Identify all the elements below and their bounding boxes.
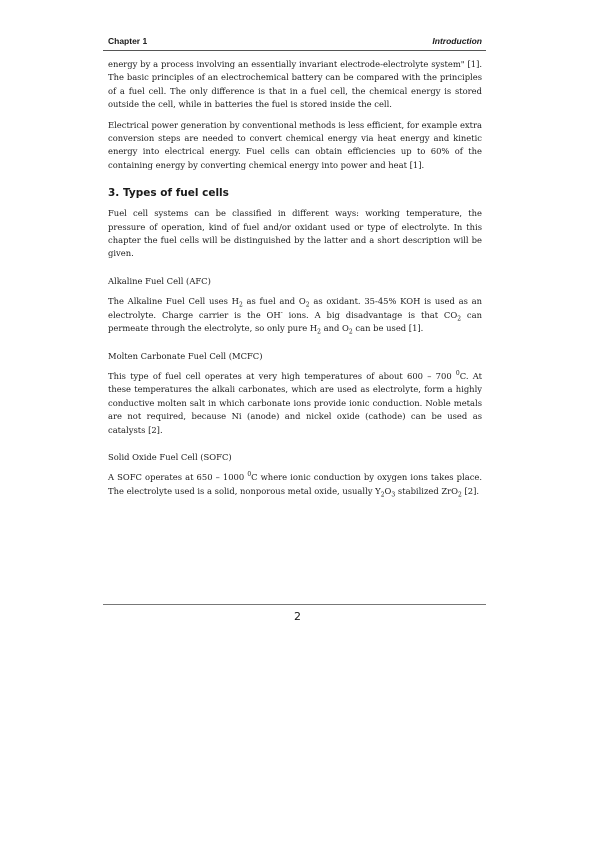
page-body — [108, 58, 482, 498]
section-label: Introduction — [432, 36, 482, 46]
header-divider — [103, 50, 486, 51]
afc-paragraph: The Alkaline Fuel Cell uses $H_2$ as fuel and $O_2$ as oxidant. 35-45% KOH is used as an electrolyte. Charge carrier is the OH- ions. A big disadvantage is that $CO_2$ can permeate through the electrolyte, so only pure $H_2$ and $O_2$ can be used [1]. — [108, 296, 483, 336]
running-header — [108, 36, 482, 50]
page-number: 2 — [294, 610, 301, 623]
chapter-label: Chapter 1 — [108, 36, 148, 46]
types-intro-paragraph: Fuel cell systems can be classified in different ways: working temperature, the pressure of operation, kind of fuel and/or oxidant used or type of electrolyte. In this chapter the fuel cells will be distinguished by the latter and a short description will be given. — [108, 208, 482, 259]
sofc-heading: Solid Oxide Fuel Cell (SOFC) — [108, 451, 232, 462]
section-heading: 3. Types of fuel cells — [108, 187, 229, 200]
intro-continuation-paragraph: energy by a process involving an essentially invariant electrode-electrolyte system" [1]. The basic principles of an electrochemical battery can be compared with the principles of a fuel cell. The only difference is that in a fuel cell, the chemical energy is stored outside the cell, while in batteries the fuel is stored inside the cell. — [108, 59, 482, 110]
afc-heading: Alkaline Fuel Cell (AFC) — [108, 275, 211, 286]
power-generation-paragraph: Electrical power generation by conventional methods is less efficient, for example extra conversion steps are needed to convert chemical energy via heat energy and kinetic energy into electrical energy. Fuel cells can obtain efficiencies up to 60% of the containing energy by converting chemical energy into power and heat [1]. — [108, 119, 482, 170]
footer-divider — [103, 604, 486, 605]
mcfc-heading: Molten Carbonate Fuel Cell (MCFC) — [108, 350, 263, 361]
mcfc-paragraph: This type of fuel cell operates at very high temperatures of about 600 – 700 $^0$C. At these temperatures the alkali carbonates, which are used as electrolyte, form a highly conductive molten salt in which carbonate ions provide ionic conduction. Noble metals are not required, because Ni (anode) and nickel oxide (cathode) can be used as catalysts [2]. — [108, 370, 482, 435]
sofc-paragraph: A SOFC operates at 650 – 1000 $^0$C where ionic conduction by oxygen ions takes place. The electrolyte used is a solid, nonporous metal oxide, usually $Y_2O_3$ stabilized ZrO$_2$ [2]. — [108, 471, 483, 499]
